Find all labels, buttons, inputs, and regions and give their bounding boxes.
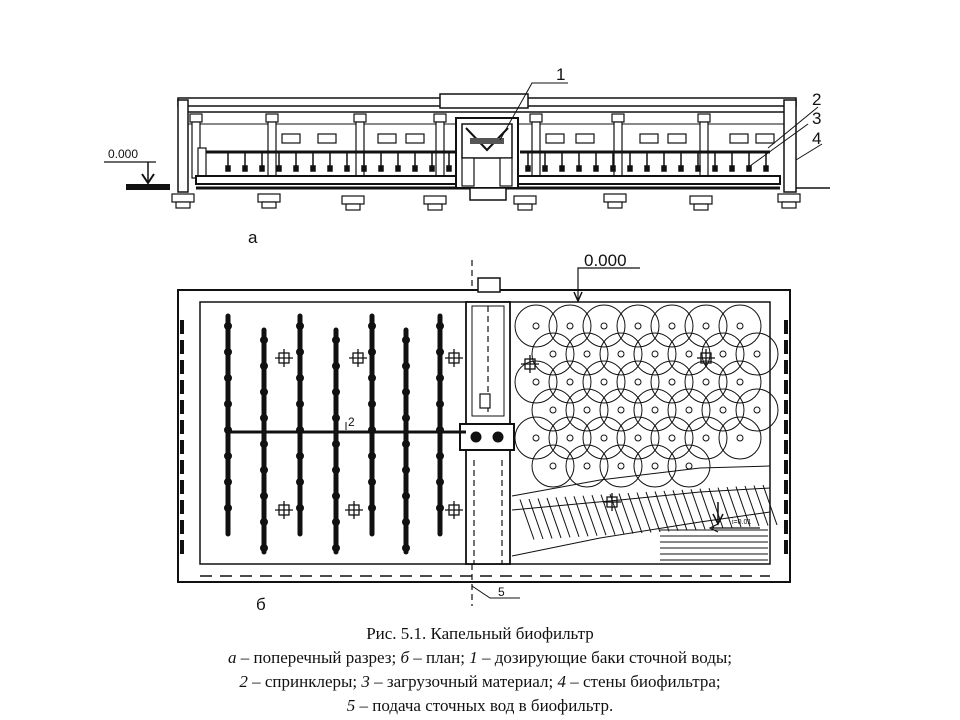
sprinkler-nozzle [437, 375, 444, 382]
sprinkler-head [662, 166, 666, 171]
caption-line-3: 5 – подача сточных вод в биофильтр. [346, 696, 614, 715]
sprinkler-nozzle [261, 389, 268, 396]
sprinkler-nozzle [225, 323, 232, 330]
hatch-line [529, 499, 543, 539]
spray-nozzle [652, 351, 658, 357]
window [378, 134, 396, 143]
spray-circle [702, 333, 744, 375]
spray-nozzle [686, 463, 692, 469]
spray-circle [668, 445, 710, 487]
footing [604, 194, 626, 202]
spray-circle [583, 361, 625, 403]
spray-circle [685, 305, 727, 347]
sprinkler-nozzle [333, 415, 340, 422]
footing [424, 196, 446, 204]
spray-nozzle [737, 379, 743, 385]
slope-label: i=0.01 [732, 519, 752, 526]
spray-nozzle [584, 407, 590, 413]
sprinkler-nozzle [297, 323, 304, 330]
spray-circle [549, 417, 591, 459]
sprinkler-head [747, 166, 751, 171]
column-cap [190, 114, 202, 122]
spray-circle [532, 445, 574, 487]
sprinkler-head [577, 166, 581, 171]
hatch-line [547, 498, 561, 538]
footing [778, 194, 800, 202]
sprinkler-nozzle [437, 427, 444, 434]
hatch-line [565, 497, 579, 537]
sprinkler-nozzle [225, 375, 232, 382]
window [640, 134, 658, 143]
sprinkler-nozzle [403, 441, 410, 448]
sprinkler-nozzle [403, 415, 410, 422]
spray-nozzle [669, 323, 675, 329]
spray-circle [566, 333, 608, 375]
sprinkler-nozzle [333, 467, 340, 474]
spray-circle [719, 361, 761, 403]
sprinkler-nozzle [225, 505, 232, 512]
sprinkler-nozzle [437, 453, 444, 460]
sprinkler-nozzle [261, 363, 268, 370]
spray-nozzle [550, 407, 556, 413]
spray-circle [515, 417, 557, 459]
spray-circle [549, 305, 591, 347]
feed-callout-5: 5 [498, 585, 505, 599]
spray-nozzle [720, 407, 726, 413]
spray-nozzle [652, 407, 658, 413]
sprinkler-nozzle [297, 349, 304, 356]
footing-base [782, 202, 796, 208]
dosing-tank-plan [460, 424, 514, 450]
spray-nozzle [533, 435, 539, 441]
sprinkler-nozzle [403, 363, 410, 370]
figure-caption [0, 622, 960, 718]
window [576, 134, 594, 143]
column-cap [266, 114, 278, 122]
footing [258, 194, 280, 202]
hatch-line [754, 485, 768, 525]
sprinkler-head [379, 166, 383, 171]
sprinkler-head [226, 166, 230, 171]
spray-circle [617, 305, 659, 347]
hatch-line [556, 497, 570, 537]
window [756, 134, 774, 143]
sprinkler-nozzle [225, 349, 232, 356]
sprinkler-nozzle [261, 415, 268, 422]
spray-nozzle [618, 463, 624, 469]
spray-circle [532, 333, 574, 375]
cross-section-view [104, 83, 830, 210]
spray-nozzle [533, 323, 539, 329]
filter-media-hatching [512, 466, 777, 560]
level-label-plan: 0.000 [584, 251, 627, 270]
spray-circle [515, 361, 557, 403]
dosing-tank [456, 118, 518, 200]
spray-circle [685, 361, 727, 403]
spray-circle [702, 389, 744, 431]
spray-nozzle [635, 323, 641, 329]
sprinkler-head [645, 166, 649, 171]
footing-base [428, 204, 442, 210]
column-cap [530, 114, 542, 122]
spray-nozzle [584, 351, 590, 357]
spray-nozzle [669, 435, 675, 441]
sprinkler-arms [225, 316, 444, 552]
sprinkler-nozzle [403, 389, 410, 396]
hatch-line [538, 498, 552, 538]
sprinkler-nozzle [403, 519, 410, 526]
spray-circle [668, 389, 710, 431]
spray-circle [600, 389, 642, 431]
sprinkler-head [413, 166, 417, 171]
sprinkler-head [294, 166, 298, 171]
spray-nozzle [550, 351, 556, 357]
spray-nozzle [550, 463, 556, 469]
window [406, 134, 424, 143]
footing-base [518, 204, 532, 210]
spray-nozzle [618, 351, 624, 357]
spray-nozzle [567, 323, 573, 329]
spray-nozzle [533, 379, 539, 385]
sprinkler-nozzle [369, 453, 376, 460]
spray-circle [668, 333, 710, 375]
hatch-line [709, 488, 723, 528]
window [318, 134, 336, 143]
spray-circle [566, 389, 608, 431]
sprinkler-nozzle [297, 505, 304, 512]
spray-nozzle [567, 435, 573, 441]
spray-nozzle [686, 407, 692, 413]
plan-view [178, 260, 790, 606]
sprinkler-nozzle [297, 453, 304, 460]
column [532, 122, 540, 178]
sprinkler-nozzle [333, 441, 340, 448]
caption-title: Рис. 5.1. Капельный биофильтр [366, 624, 594, 643]
sprinkler-head [396, 166, 400, 171]
sprinkler-nozzle [225, 427, 232, 434]
level-mark-section [104, 162, 156, 183]
sprinkler-callout-2: 2 [348, 415, 355, 429]
sprinkler-nozzle [437, 401, 444, 408]
sprinkler-nozzle [333, 389, 340, 396]
sprinkler-head [277, 166, 281, 171]
caption-line-2: 2 – спринклеры; 3 – загрузочный материал; 4 – стены биофильтра; [239, 672, 721, 691]
sprinkler-nozzle [261, 441, 268, 448]
sprinkler-head [260, 166, 264, 171]
footing [690, 196, 712, 204]
sprinkler-nozzle [225, 401, 232, 408]
spray-nozzle [635, 435, 641, 441]
sprinkler-nozzle [225, 479, 232, 486]
column [700, 122, 708, 178]
sprinkler-head [679, 166, 683, 171]
sprinkler-head [560, 166, 564, 171]
sprinkler-nozzle [333, 545, 340, 552]
sprinkler-head [311, 166, 315, 171]
spray-circle [532, 389, 574, 431]
sprinkler-head [713, 166, 717, 171]
sprinkler-nozzle [403, 337, 410, 344]
column [268, 122, 276, 178]
column-cap [698, 114, 710, 122]
hatch-line [646, 492, 660, 532]
spray-circle [600, 333, 642, 375]
spray-nozzle [567, 379, 573, 385]
view-label-a: а [248, 228, 258, 247]
roof-lantern [440, 94, 528, 108]
spray-circle [634, 445, 676, 487]
footing [342, 196, 364, 204]
spray-nozzle [601, 379, 607, 385]
sprinkler-nozzle [297, 401, 304, 408]
window [282, 134, 300, 143]
spray-circle [736, 389, 778, 431]
sprinkler-head [611, 166, 615, 171]
sprinkler-nozzle [225, 453, 232, 460]
sprinkler-head [430, 166, 434, 171]
hatch-line [574, 496, 588, 536]
spray-circle [651, 361, 693, 403]
sprinkler-nozzle [369, 349, 376, 356]
footing-base [346, 204, 360, 210]
hatch-line [655, 491, 669, 531]
spray-circle [634, 389, 676, 431]
sprinkler-nozzle [369, 427, 376, 434]
level-label-section: 0.000 [108, 147, 139, 161]
sprinkler-head [594, 166, 598, 171]
footing [514, 196, 536, 204]
window [730, 134, 748, 143]
sprinkler-nozzle [403, 545, 410, 552]
sprinkler-nozzle [261, 467, 268, 474]
spray-circle [617, 361, 659, 403]
spray-circle [583, 305, 625, 347]
left-wall [178, 100, 188, 192]
spray-nozzle [686, 351, 692, 357]
spray-pattern [515, 305, 778, 487]
window [668, 134, 686, 143]
sprinkler-nozzle [261, 519, 268, 526]
central-feed-channel [460, 260, 514, 606]
spray-circle [651, 417, 693, 459]
sprinkler-nozzle [261, 337, 268, 344]
window [546, 134, 564, 143]
hatch-line [628, 493, 642, 533]
sprinkler-nozzle [297, 375, 304, 382]
spray-nozzle [720, 351, 726, 357]
footing-base [694, 204, 708, 210]
spray-nozzle [703, 435, 709, 441]
column [436, 122, 444, 178]
footing [172, 194, 194, 202]
hatch-line [718, 488, 732, 528]
spray-circle [685, 417, 727, 459]
sprinkler-nozzle [437, 349, 444, 356]
sprinkler-nozzle [369, 375, 376, 382]
spray-nozzle [601, 323, 607, 329]
sprinkler-head [362, 166, 366, 171]
view-label-b: б [256, 595, 266, 614]
sprinkler-nozzle [333, 493, 340, 500]
footing-base [608, 202, 622, 208]
hatch-line [520, 500, 534, 540]
sprinkler-nozzle [261, 493, 268, 500]
sprinkler-head [328, 166, 332, 171]
callout-3: 3 [812, 109, 822, 128]
spray-circle [651, 305, 693, 347]
spray-nozzle [635, 379, 641, 385]
column-cap [354, 114, 366, 122]
sprinkler-head [628, 166, 632, 171]
sprinkler-nozzle [297, 427, 304, 434]
spray-circle [549, 361, 591, 403]
sprinkler-head [447, 166, 451, 171]
sprinkler-nozzle [437, 505, 444, 512]
sprinkler-nozzle [369, 323, 376, 330]
spray-nozzle [601, 435, 607, 441]
hatch-line [637, 493, 651, 533]
spray-nozzle [584, 463, 590, 469]
spray-circle [634, 333, 676, 375]
sprinkler-head [345, 166, 349, 171]
spray-circle [566, 445, 608, 487]
spray-circle [719, 305, 761, 347]
sprinkler-nozzle [437, 479, 444, 486]
hatch-line [664, 491, 678, 531]
hatch-line [583, 496, 597, 536]
hatch-line [700, 489, 714, 529]
spray-circle [515, 305, 557, 347]
footing-base [262, 202, 276, 208]
sprinkler-head [526, 166, 530, 171]
sprinkler-nozzle [261, 545, 268, 552]
caption-line-1: а – поперечный разрез; б – план; 1 – дозирующие баки сточной воды; [228, 648, 732, 667]
sprinkler-nozzle [333, 363, 340, 370]
spray-nozzle [669, 379, 675, 385]
sprinkler-nozzle [403, 493, 410, 500]
sprinkler-head [764, 166, 768, 171]
spray-nozzle [703, 379, 709, 385]
spray-nozzle [754, 407, 760, 413]
sprinkler-head [243, 166, 247, 171]
sprinkler-nozzle [297, 479, 304, 486]
spray-circle [583, 417, 625, 459]
spray-circle [736, 333, 778, 375]
callout-1: 1 [556, 65, 566, 84]
sprinkler-nozzle [369, 505, 376, 512]
sprinkler-nozzle [369, 401, 376, 408]
footing-base [176, 202, 190, 208]
hatch-line [673, 490, 687, 530]
callout-2: 2 [812, 90, 822, 109]
right-wall [784, 100, 796, 192]
sprinkler-nozzle [333, 519, 340, 526]
sprinkler-head [696, 166, 700, 171]
spray-circle [617, 417, 659, 459]
sprinkler-nozzle [437, 323, 444, 330]
sprinkler-nozzle [369, 479, 376, 486]
callout-4: 4 [812, 129, 822, 148]
spray-circle [719, 417, 761, 459]
column-cap [434, 114, 446, 122]
spray-nozzle [652, 463, 658, 469]
spray-nozzle [754, 351, 760, 357]
spray-nozzle [618, 407, 624, 413]
spray-nozzle [737, 323, 743, 329]
spray-circle [600, 445, 642, 487]
spray-nozzle [737, 435, 743, 441]
column-cap [612, 114, 624, 122]
sprinkler-nozzle [333, 337, 340, 344]
sprinkler-head [730, 166, 734, 171]
spray-nozzle [703, 323, 709, 329]
sprinkler-nozzle [403, 467, 410, 474]
sprinkler-head [543, 166, 547, 171]
